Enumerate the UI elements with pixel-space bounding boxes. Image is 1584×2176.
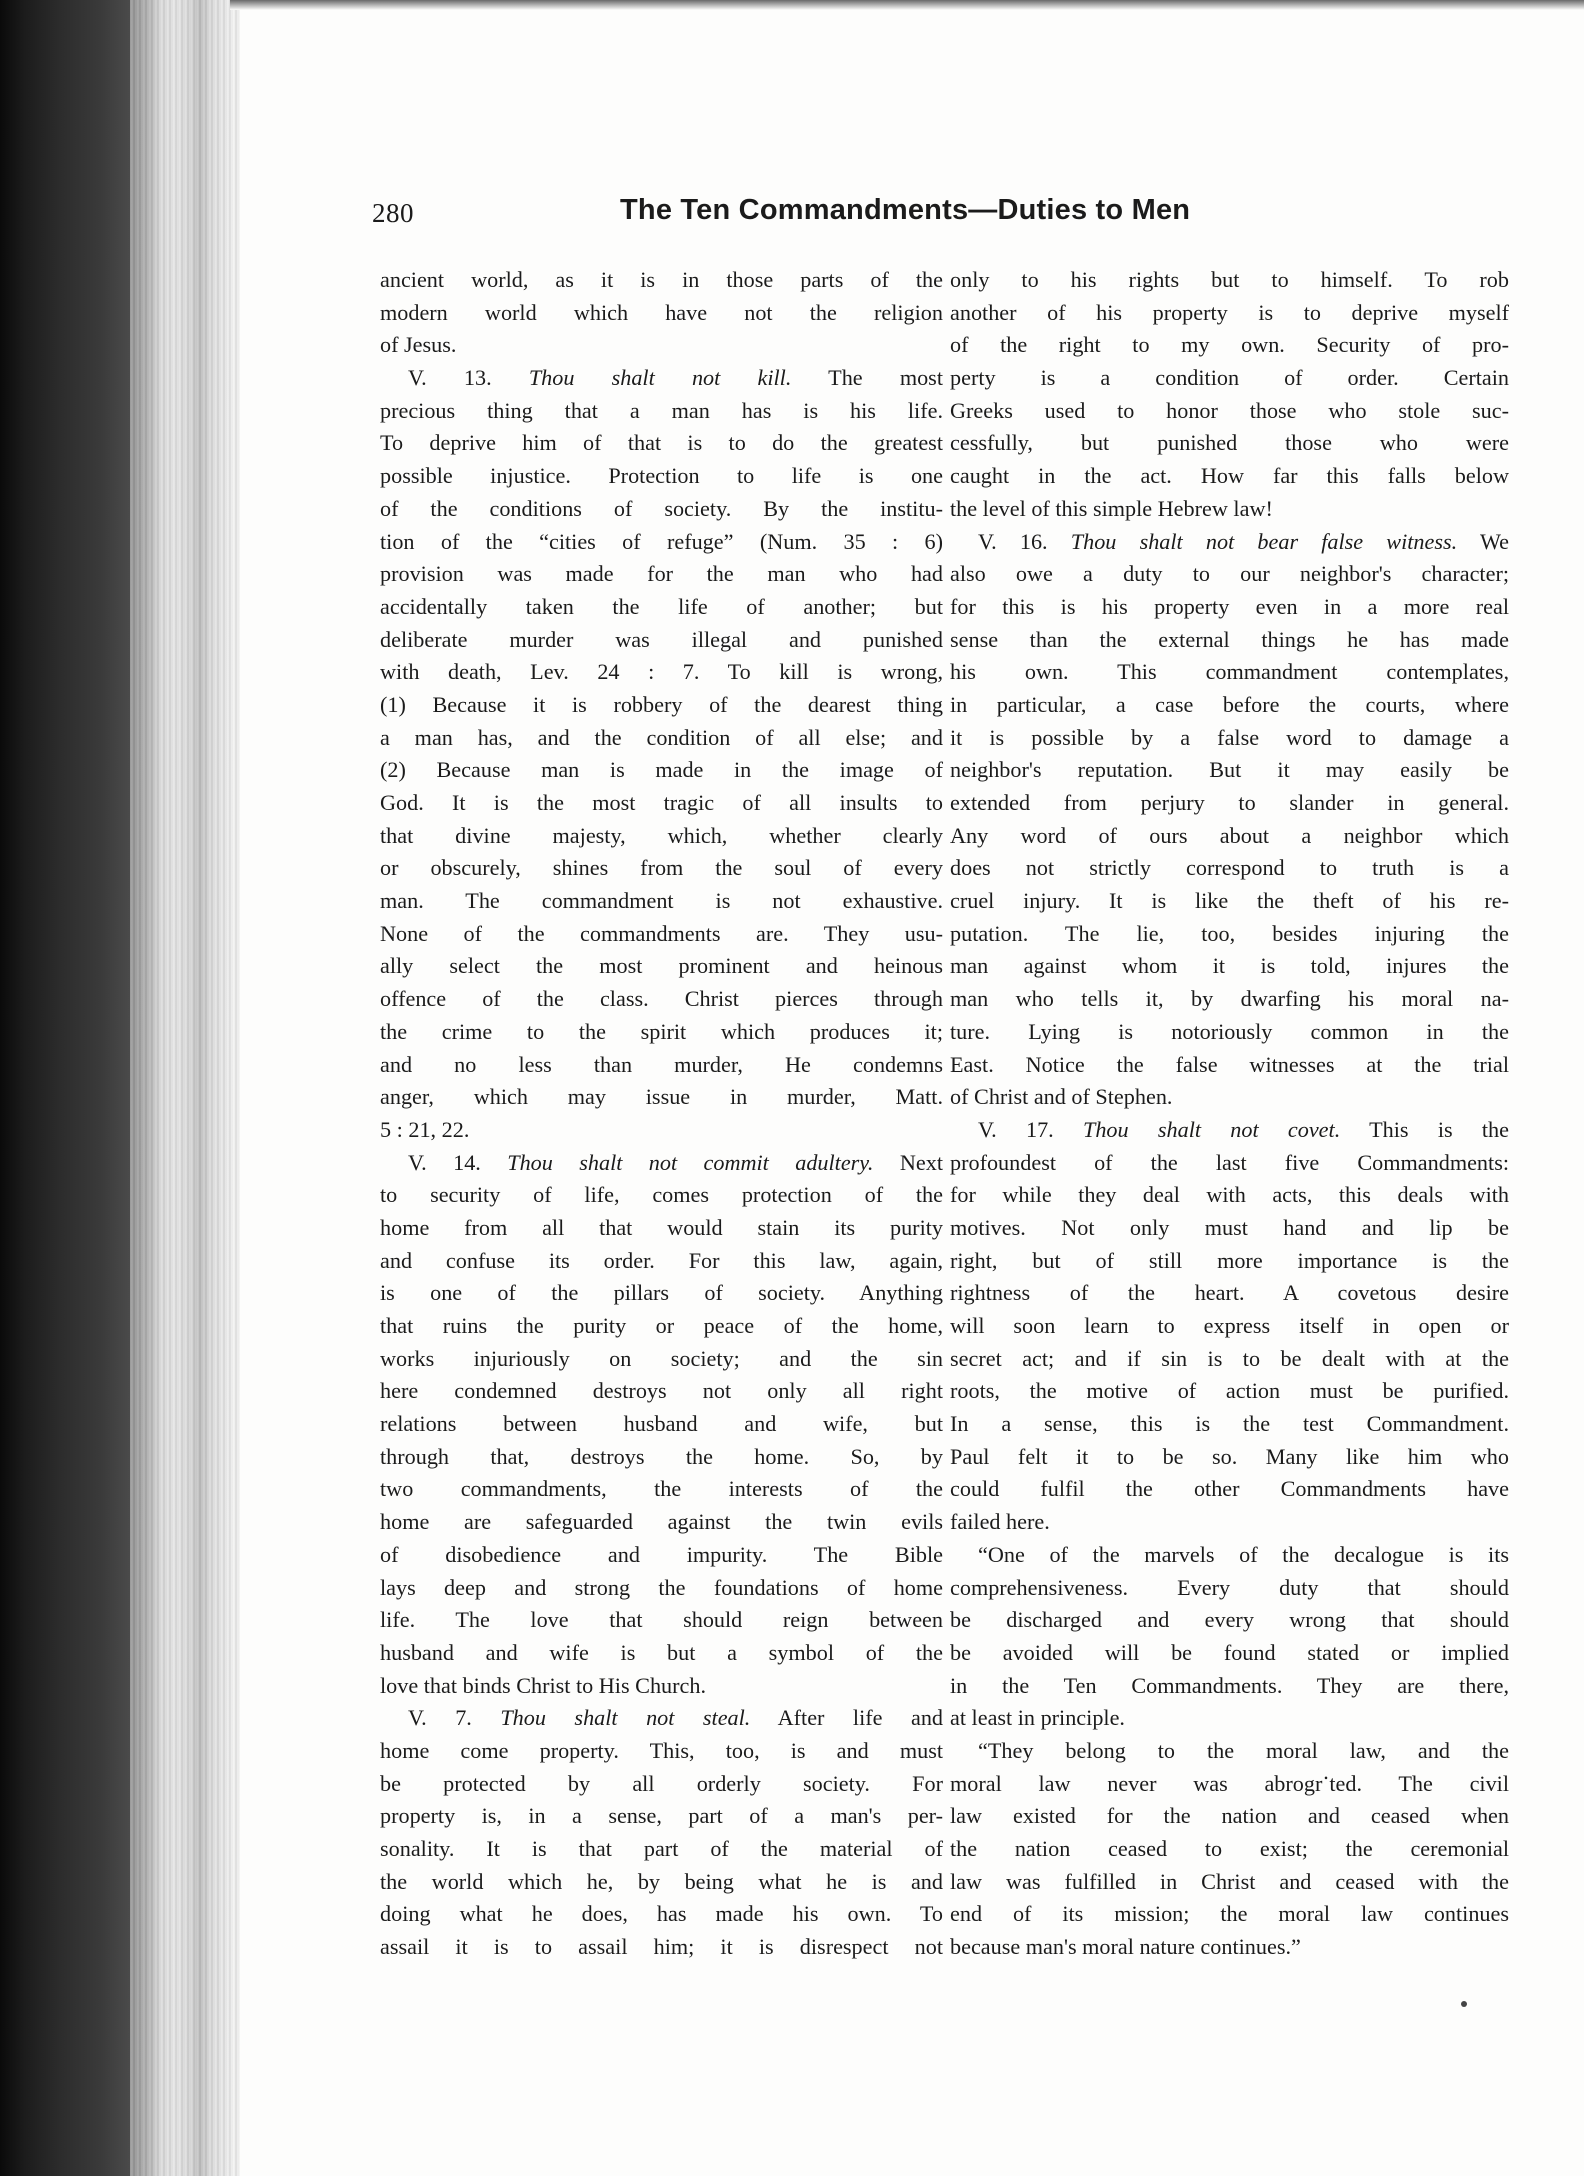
commandment-text: Thou shalt not steal. [500,1705,751,1731]
text-line [380,1702,943,1735]
line-text: at least in principle. [950,1705,1125,1731]
line-text: the level of this simple Hebrew law! [950,495,1273,521]
line-text: home are safeguarded against the twin evils [380,1509,943,1535]
line-text: “One of the marvels of the decalogue is its [978,1541,1509,1567]
line-text: also owe a duty to our neighbor's character; [950,561,1509,587]
text-line [950,297,1509,330]
line-text: man. The commandment is not exhaustive. [380,888,943,914]
line-text: 5 : 21, 22. [380,1116,470,1142]
text-line [950,820,1509,853]
line-text: man against whom it is told, injures the [950,953,1509,979]
text-line [380,624,943,657]
line-text: profoundest of the last five Commandments: [950,1149,1509,1175]
line-text: home from all that would stain its purity [380,1214,943,1240]
text-line [380,1898,943,1931]
line-text: law was fulfilled in Christ and ceased with the [950,1868,1509,1894]
line-text: putation. The lie, too, besides injuring the [950,920,1509,946]
page-stack-edge [130,0,240,2176]
line-text: ally select the most prominent and heinous [380,953,943,979]
line-text: offence of the class. Christ pierces through [380,986,943,1012]
text-line [950,1637,1509,1670]
text-line [380,1114,943,1147]
right-text-column [950,264,1509,1964]
text-line [380,918,943,951]
text-line [950,1572,1509,1605]
line-text: be discharged and every wrong that should [950,1607,1509,1633]
text-line [950,950,1509,983]
line-text: East. Notice the false witnesses at the trial [950,1051,1509,1077]
line-text: that divine majesty, which, whether clearly [380,822,943,848]
text-line [380,1670,943,1703]
text-line [950,1408,1509,1441]
text-line [950,591,1509,624]
line-text: and no less than murder, He condemns [380,1051,943,1077]
line-text: “They belong to the moral law, and the [978,1737,1509,1763]
line-text: and confuse its order. For this law, again, [380,1247,943,1273]
line-text: extended from perjury to slander in general. [950,790,1509,815]
line-text: works injuriously on society; and the sin [380,1345,943,1371]
commandment-text: Thou shalt not covet. [1082,1116,1341,1142]
text-line [380,1931,943,1964]
ink-speck [1461,2001,1467,2007]
line-text: possible injustice. Protection to life is one [380,463,943,489]
page-number: 280 [372,198,414,228]
text-line [950,1473,1509,1506]
text-line [950,427,1509,460]
line-text: because man's moral nature continues.” [950,1934,1301,1960]
line-text: end of its mission; the moral law continues [950,1901,1509,1927]
line-text: Greeks used to honor those who stole suc- [950,397,1509,423]
line-text: of Jesus. [380,332,457,358]
line-text: comprehensiveness. Every duty that should [950,1574,1509,1600]
line-text: that ruins the purity or peace of the home, [380,1313,943,1338]
running-header [372,194,1242,242]
text-line [380,1441,943,1474]
text-line [950,624,1509,657]
text-line [950,1800,1509,1833]
line-text: provision was made for the man who had [380,561,943,587]
line-text: (2) Because man is made in the image of [380,757,943,783]
line-text: be protected by all orderly society. For [380,1770,943,1796]
line-text: could fulfil the other Commandments have [950,1476,1509,1502]
text-line [380,1539,943,1572]
text-line [950,852,1509,885]
line-text: two commandments, the interests of the [380,1476,943,1502]
verse-reference: V. 14. [408,1149,481,1175]
line-text: precious thing that a man has is his life. [380,397,943,423]
text-line [380,1735,943,1768]
line-text: law existed for the nation and ceased when [950,1803,1509,1829]
text-line [950,1539,1509,1572]
text-line [950,689,1509,722]
text-line [380,1245,943,1278]
text-line [380,754,943,787]
text-line [380,1800,943,1833]
line-text: secret act; and if sin is to be dealt with at the [950,1345,1509,1371]
text-line [380,1049,943,1082]
text-line [950,264,1509,297]
line-text: here condemned destroys not only all right [380,1378,943,1404]
text-line [380,689,943,722]
text-line [950,558,1509,591]
text-line [950,1375,1509,1408]
text-line [950,787,1509,820]
line-text: (1) Because it is robbery of the dearest thing [380,691,943,717]
text-line [950,885,1509,918]
text-line [380,1310,943,1343]
line-text: for while they deal with acts, this deals with [950,1182,1509,1208]
text-line [380,264,943,297]
line-text: cessfully, but punished those who were [950,430,1509,456]
text-line [380,329,943,362]
text-line [380,297,943,330]
line-text: doing what he does, has made his own. To [380,1901,943,1927]
text-line [380,820,943,853]
text-line [950,1114,1509,1147]
line-text: caught in the act. How far this falls below [950,463,1509,489]
text-line [950,395,1509,428]
text-line [950,1245,1509,1278]
text-line [380,591,943,624]
text-line [950,1016,1509,1049]
text-line [380,558,943,591]
text-line [380,885,943,918]
text-line [950,722,1509,755]
line-text: This is the [1369,1116,1509,1142]
text-line [950,1702,1509,1735]
text-line [380,1408,943,1441]
line-text: of Christ and of Stephen. [950,1084,1173,1110]
line-text: After life and [777,1705,944,1731]
text-line [950,1179,1509,1212]
line-text: love that binds Christ to His Church. [380,1672,707,1698]
text-line [950,656,1509,689]
text-line [380,787,943,820]
line-text: motives. Not only must hand and lip be [950,1214,1509,1240]
line-text: right, but of still more importance is the [950,1247,1509,1273]
text-line [380,493,943,526]
text-line [380,1604,943,1637]
text-line [380,1016,943,1049]
line-text: deliberate murder was illegal and punished [380,626,943,652]
text-line [380,427,943,460]
text-line [380,950,943,983]
line-text: in particular, a case before the courts, where [950,691,1509,717]
line-text: of the right to my own. Security of pro- [950,332,1509,358]
line-text: The most [828,365,943,391]
text-line [950,1147,1509,1180]
text-line [950,918,1509,951]
text-line [380,460,943,493]
text-line [950,362,1509,395]
line-text: husband and wife is but a symbol of the [380,1639,943,1665]
line-text: accidentally taken the life of another; but [380,593,943,619]
line-text: another of his property is to deprive myself [950,299,1509,325]
line-text: assail it is to assail him; it is disrespect not [380,1934,943,1960]
line-text: cruel injury. It is like the theft of his re- [950,888,1509,914]
commandment-text: Thou shalt not kill. [528,365,792,391]
line-text: is one of the pillars of society. Anything [380,1280,943,1306]
text-line [950,1343,1509,1376]
line-text: to security of life, comes protection of the [380,1182,943,1208]
text-line [950,1049,1509,1082]
line-text: We [1479,528,1509,554]
line-text: property is, in a sense, part of a man's per- [380,1803,943,1829]
text-line [950,1081,1509,1114]
line-text: None of the commandments are. They usu- [380,920,943,946]
line-text: or obscurely, shines from the soul of every [380,855,943,881]
line-text: man who tells it, by dwarfing his moral na- [950,986,1509,1012]
text-line [380,1866,943,1899]
line-text: ancient world, as it is in those parts of the [380,267,943,292]
text-line [380,722,943,755]
text-line [380,362,943,395]
line-text: neighbor's reputation. But it may easily be [950,757,1509,783]
text-line [950,1670,1509,1703]
text-line [950,1931,1509,1964]
line-text: tion of the “cities of refuge” (Num. 35 : 6) [380,528,943,554]
text-line [380,1768,943,1801]
text-line [950,1898,1509,1931]
text-line [380,526,943,559]
text-line [380,1473,943,1506]
line-text: rightness of the heart. A covetous desire [950,1280,1509,1306]
text-line [380,1637,943,1670]
line-text: sonality. It is that part of the material of [380,1836,943,1861]
text-line [950,1310,1509,1343]
line-text: his own. This commandment contemplates, [950,659,1509,685]
text-line [380,983,943,1016]
verse-reference: V. 13. [408,365,492,391]
text-line [380,1572,943,1605]
text-line [950,1506,1509,1539]
text-line [950,460,1509,493]
running-title: The Ten Commandments—Duties to Men [620,194,1191,226]
text-line [950,1604,1509,1637]
commandment-text: Thou shalt not commit adultery. [507,1149,874,1175]
verse-reference: V. 7. [408,1705,472,1731]
text-line [380,1212,943,1245]
line-text: To deprive him of that is to do the greatest [380,430,943,456]
text-line [380,1179,943,1212]
commandment-text: Thou shalt not bear false witness. [1070,528,1458,554]
text-line [950,1441,1509,1474]
left-text-column [380,264,943,1964]
line-text: modern world which have not the religion [380,299,943,325]
line-text: sense than the external things he has made [950,626,1509,652]
text-line [380,1081,943,1114]
line-text: failed here. [950,1509,1050,1535]
text-line [380,656,943,689]
line-text: be avoided will be found stated or implied [950,1639,1509,1665]
line-text: roots, the motive of action must be purified. [950,1378,1509,1404]
line-text: through that, destroys the home. So, by [380,1443,943,1469]
text-line [950,1768,1509,1801]
verse-reference: V. 16. [978,528,1048,554]
text-line [950,1833,1509,1866]
text-line [380,395,943,428]
line-text: home come property. This, too, is and must [380,1737,943,1763]
verse-reference: V. 17. [978,1116,1054,1142]
line-text: lays deep and strong the foundations of home [380,1574,943,1600]
text-line [380,852,943,885]
text-line [380,1506,943,1539]
line-text: will soon learn to express itself in open or [950,1313,1509,1338]
line-text: Any word of ours about a neighbor which [950,822,1509,848]
line-text: the crime to the spirit which produces it; [380,1018,943,1044]
line-text: of disobedience and impurity. The Bible [380,1541,943,1567]
text-line [380,1277,943,1310]
line-text: moral law never was abrogrॱted. The civil [950,1770,1509,1796]
line-text: with death, Lev. 24 : 7. To kill is wrong, [380,659,943,685]
line-text: relations between husband and wife, but [380,1411,943,1437]
line-text: In a sense, this is the test Commandment. [950,1411,1509,1437]
text-line [950,754,1509,787]
text-line [380,1375,943,1408]
line-text: perty is a condition of order. Certain [950,365,1509,391]
text-line [950,983,1509,1016]
text-line [950,1277,1509,1310]
line-text: only to his rights but to himself. To rob [950,267,1509,292]
line-text: the world which he, by being what he is and [380,1868,943,1894]
line-text: Next [899,1149,944,1175]
text-line [950,526,1509,559]
line-text: a man has, and the condition of all else; and [380,724,943,750]
line-text: God. It is the most tragic of all insults to [380,790,943,815]
line-text: of the conditions of society. By the institu- [380,495,943,521]
line-text: Paul felt it to be so. Many like him who [950,1443,1509,1469]
line-text: the nation ceased to exist; the ceremonial [950,1836,1509,1861]
line-text: in the Ten Commandments. They are there, [950,1672,1509,1698]
text-line [950,1866,1509,1899]
text-line [950,493,1509,526]
top-shadow [230,0,1584,10]
text-line [380,1833,943,1866]
line-text: it is possible by a false word to damage a [950,724,1509,750]
text-line [950,329,1509,362]
line-text: ture. Lying is notoriously common in the [950,1018,1509,1044]
text-line [950,1735,1509,1768]
text-line [950,1212,1509,1245]
text-line [380,1343,943,1376]
line-text: does not strictly correspond to truth is a [950,855,1509,881]
text-line [380,1147,943,1180]
line-text: for this is his property even in a more real [950,593,1509,619]
line-text: life. The love that should reign between [380,1607,943,1633]
line-text: anger, which may issue in murder, Matt. [380,1084,943,1110]
